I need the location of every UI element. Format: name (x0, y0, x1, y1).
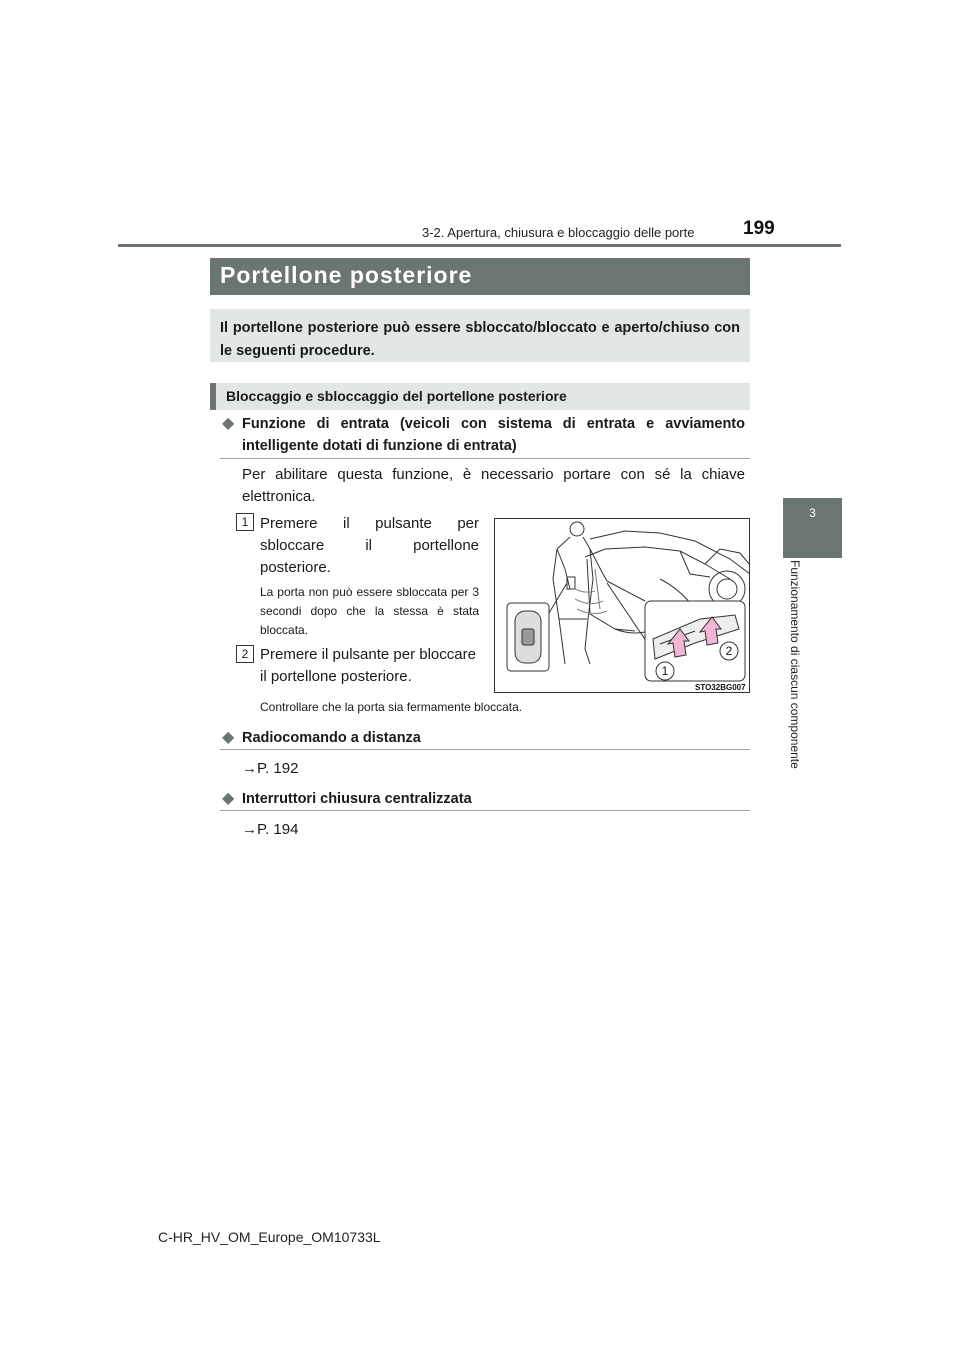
tailgate-drawing (495, 519, 750, 693)
item-heading-text: Funzione di entrata (veicoli con sistema di entrata e avviamento intelligente dotati di funzione di entrata) (242, 416, 745, 454)
footer-doc-id: C-HR_HV_OM_Europe_OM10733L (158, 1229, 381, 1245)
item-rule (220, 810, 750, 811)
running-header: 3-2. Apertura, chiusura e bloccaggio delle porte (422, 225, 695, 240)
ref-text: P. 194 (257, 821, 299, 838)
step-1-text: Premere il pulsante per sbloccare il portellone posteriore. (260, 515, 479, 576)
item-heading-remote (222, 727, 745, 749)
arrow-right-icon: → (242, 760, 257, 777)
page-reference-194[interactable] (242, 819, 298, 841)
page-title: Portellone posteriore (220, 262, 473, 288)
section-accent (210, 383, 216, 410)
item-heading-central-locking (222, 788, 745, 810)
arrow-right-icon: → (242, 821, 257, 838)
page-reference-192[interactable] (242, 758, 298, 780)
item-heading-text: Radiocomando a distanza (242, 730, 421, 746)
step-1-note: La porta non può essere sbloccata per 3 secondi dopo che la stessa è stata bloccata. (260, 585, 479, 637)
section-heading-bar (210, 383, 750, 410)
page-number: 199 (743, 218, 775, 239)
step-1-marker: 1 (236, 513, 254, 531)
item-rule (220, 749, 750, 750)
step-2-text: Premere il pulsante per bloccare il portellone posteriore. (260, 646, 476, 685)
diamond-bullet-icon: ◆ (222, 729, 235, 746)
tailgate-illustration (494, 518, 750, 693)
figure-code: STO32BG007 (695, 683, 746, 692)
item-heading-text: Interruttori chiusura centralizzata (242, 791, 472, 807)
item-heading-entry-function (222, 413, 745, 457)
ref-text: P. 192 (257, 760, 299, 777)
chapter-tab[interactable]: 3 (783, 498, 842, 558)
item-rule (220, 458, 750, 459)
chapter-title: Funzionamento di ciascun componente (788, 560, 802, 769)
intro-box: Il portellone posteriore può essere sbloccato/bloccato e aperto/chiuso con le seguenti procedure. (210, 309, 750, 362)
item-note: Controllare che la porta sia fermamente bloccata. (260, 700, 523, 714)
callout-2: 2 (725, 644, 733, 658)
diamond-bullet-icon: ◆ (222, 415, 235, 432)
section-heading: Bloccaggio e sbloccaggio del portellone posteriore (226, 388, 567, 404)
callout-1: 1 (661, 664, 669, 678)
item-body-text: Per abilitare questa funzione, è necessario portare con sé la chiave elettronica. (242, 466, 745, 505)
diamond-bullet-icon: ◆ (222, 790, 235, 807)
step-2-marker: 2 (236, 645, 254, 663)
header-rule (118, 244, 841, 247)
page-title-bar (210, 258, 750, 295)
